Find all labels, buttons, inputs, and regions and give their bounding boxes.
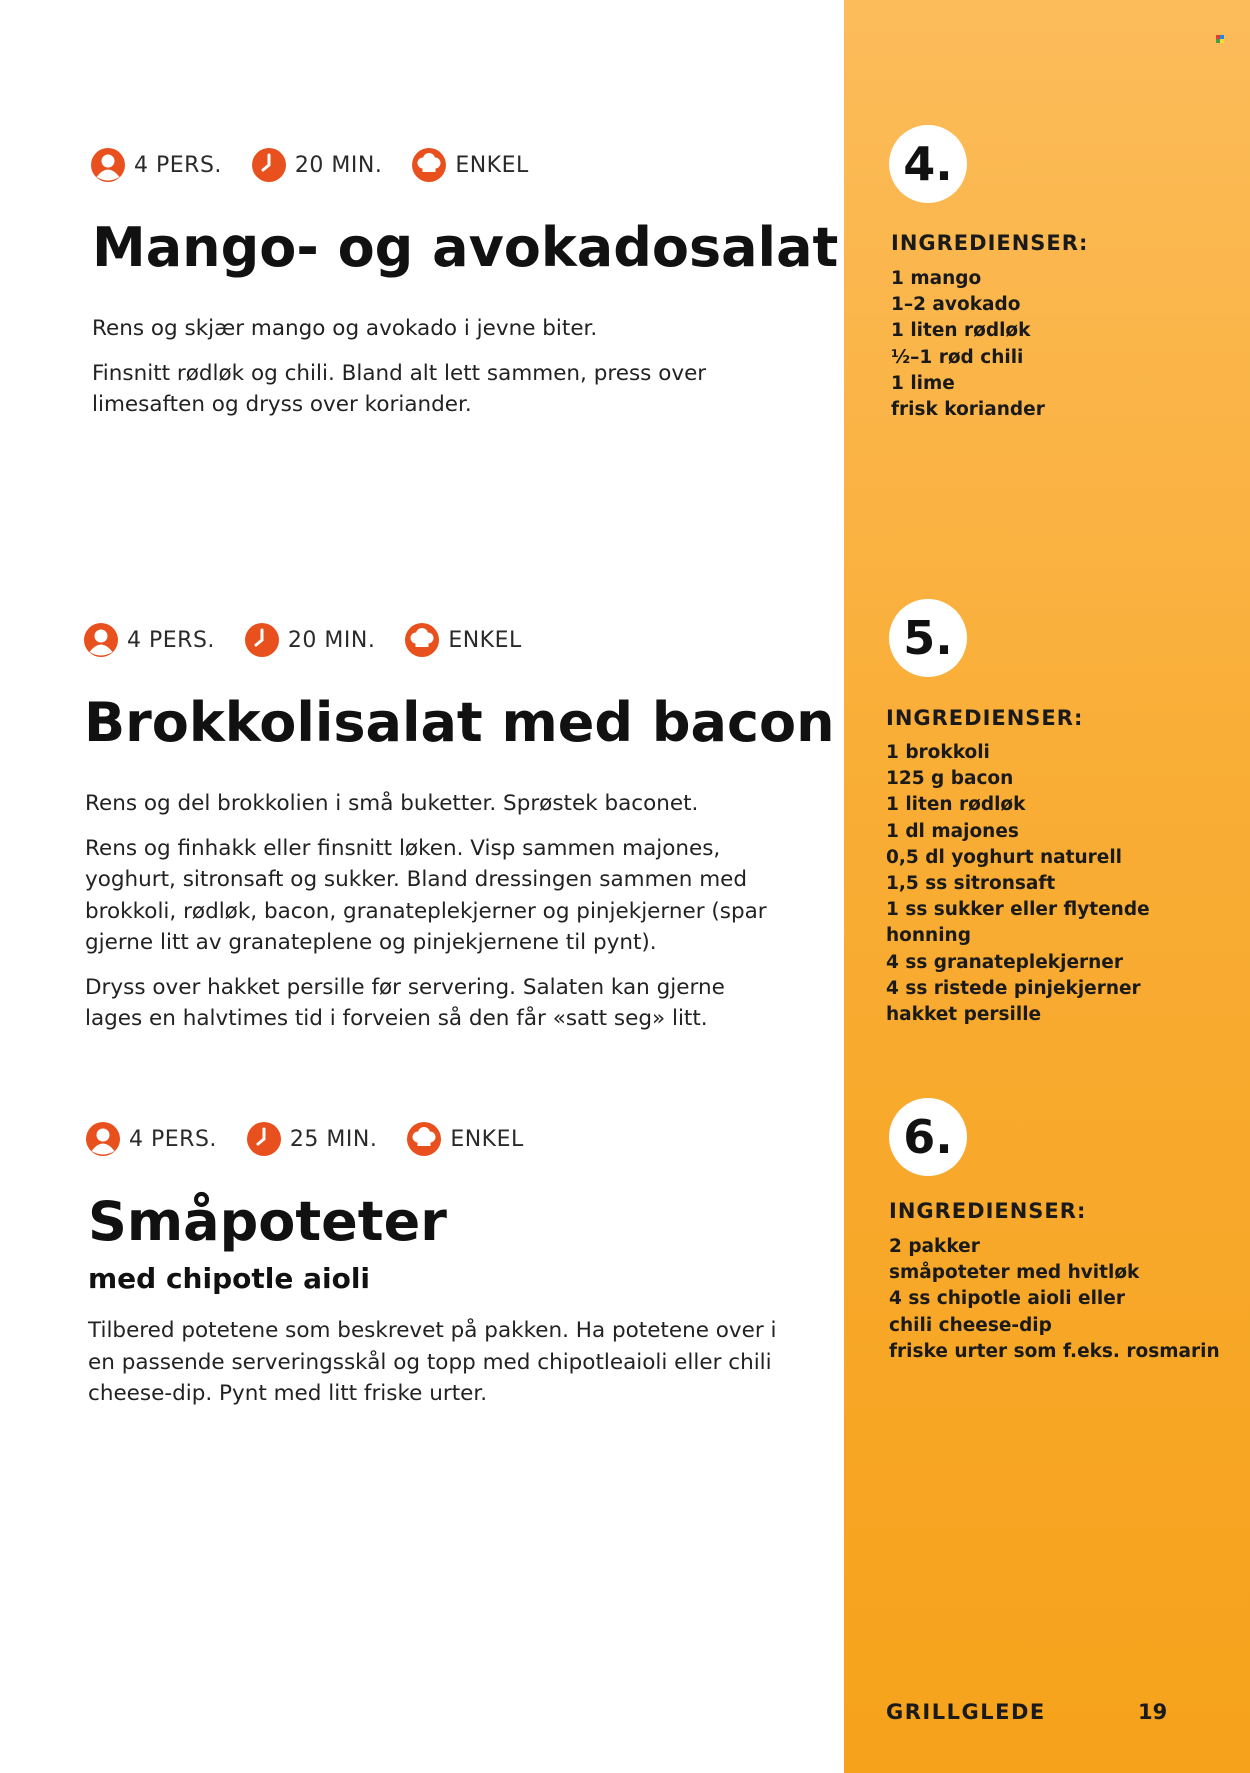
recipe-meta — [86, 1122, 554, 1156]
person-icon — [91, 148, 125, 182]
ingredient-item: 4 ss ristede pinjekjerner — [886, 977, 1141, 999]
ingredient-item: 1–2 avokado — [891, 294, 1021, 316]
ingredient-item: chili cheese-dip — [889, 1314, 1052, 1336]
ingredient-item: 1 liten rødløk — [891, 320, 1031, 342]
ingredient-item: 1 ss sukker eller flytende — [886, 899, 1150, 921]
ingredient-item: 125 g bacon — [886, 768, 1014, 790]
meta-persons — [86, 1122, 217, 1156]
recipe-title: Mango- og avokadosalat — [92, 216, 839, 279]
persons-label: 4 PERS. — [134, 152, 222, 178]
clock-icon — [247, 1122, 281, 1156]
ingredient-item: frisk koriander — [891, 399, 1045, 421]
time-label: 25 MIN. — [289, 1126, 378, 1152]
recipe-subtitle: med chipotle aioli — [88, 1262, 371, 1295]
recipe-instructions — [85, 788, 775, 1048]
ingredient-item: 1 liten rødløk — [886, 794, 1026, 816]
ingredient-item: 1 dl majones — [886, 820, 1019, 842]
meta-difficulty — [407, 1122, 523, 1156]
ingredient-item: 1 brokkoli — [886, 742, 990, 763]
ingredient-item: 0,5 dl yoghurt naturell — [886, 846, 1123, 868]
person-icon — [84, 623, 118, 657]
meta-difficulty — [405, 623, 521, 657]
clock-icon — [252, 148, 286, 182]
instruction-paragraph: Tilbered potetene som beskrevet på pakken. Ha potetene over i en passende serveringsskål og topp med chipotleaioli eller chili cheese-dip. Pynt med litt friske urter. — [88, 1318, 777, 1406]
clock-icon — [245, 623, 279, 657]
meta-time — [247, 1122, 377, 1156]
ingredients-list — [889, 1234, 1220, 1365]
difficulty-label: ENKEL — [455, 152, 529, 178]
recipe-title: Småpoteter — [88, 1190, 447, 1253]
person-icon — [86, 1122, 120, 1156]
chef-hat-icon — [405, 623, 439, 657]
page-number: 19 — [1138, 1700, 1168, 1724]
ingredient-item: ½–1 rød chili — [891, 346, 1024, 368]
ingredient-item: 1,5 ss sitronsaft — [886, 873, 1056, 895]
instruction-paragraph: Rens og del brokkolien i små buketter. Sprøstek baconet. — [85, 791, 699, 816]
meta-persons — [91, 148, 222, 182]
meta-time — [245, 623, 375, 657]
time-label: 20 MIN. — [287, 627, 376, 653]
instruction-paragraph: Dryss over hakket persille før servering. Salaten kan gjerne lages en halvtimes tid i forveien så den får «satt seg» litt. — [85, 974, 725, 1031]
recipe-number: 5. — [889, 599, 967, 677]
chef-hat-icon — [407, 1122, 441, 1156]
meta-persons — [84, 623, 215, 657]
ingredient-item: 2 pakker — [889, 1236, 980, 1257]
chef-hat-icon — [412, 148, 446, 182]
instruction-paragraph: Rens og skjær mango og avokado i jevne biter. — [92, 316, 598, 341]
recipe-title: Brokkolisalat med bacon — [84, 691, 835, 754]
difficulty-label: ENKEL — [448, 627, 522, 653]
ingredient-item: honning — [886, 925, 971, 947]
time-label: 20 MIN. — [294, 152, 383, 178]
ingredients-list — [891, 266, 1045, 423]
persons-label: 4 PERS. — [129, 1126, 217, 1152]
ingredient-item: friske urter som f.eks. rosmarin — [889, 1340, 1220, 1362]
recipe-instructions — [88, 1315, 778, 1423]
ingredients-heading: INGREDIENSER: — [891, 231, 1089, 255]
footer-title: GRILLGLEDE — [886, 1700, 1046, 1724]
recipe-number: 4. — [889, 125, 967, 203]
ingredient-item: 4 ss chipotle aioli eller — [889, 1288, 1125, 1310]
ingredient-item: småpoteter med hvitløk — [889, 1262, 1140, 1284]
meta-time — [252, 148, 382, 182]
persons-label: 4 PERS. — [127, 627, 215, 653]
ingredients-heading: INGREDIENSER: — [889, 1199, 1087, 1223]
ingredients-heading: INGREDIENSER: — [886, 706, 1084, 730]
recipe-number: 6. — [889, 1098, 967, 1176]
ingredients-list — [886, 740, 1150, 1028]
instruction-paragraph: Rens og finhakk eller finsnitt løken. Visp sammen majones, yoghurt, sitronsaft og sukker. Bland dressingen sammen med brokkoli, rødløk, bacon, granateplekjerner og pinjekjerner (spar gjerne litt av granateplene og pinjekjernene til pynt). — [85, 835, 767, 955]
ingredient-item: hakket persille — [886, 1004, 1042, 1026]
recipe-meta — [84, 623, 552, 657]
difficulty-label: ENKEL — [450, 1126, 524, 1152]
ingredient-item: 4 ss granateplekjerner — [886, 951, 1123, 973]
color-marker — [1216, 35, 1224, 43]
ingredient-item: 1 lime — [891, 372, 955, 394]
recipe-meta — [91, 148, 559, 182]
recipe-instructions — [92, 313, 782, 434]
ingredient-item: 1 mango — [891, 268, 982, 289]
meta-difficulty — [412, 148, 528, 182]
instruction-paragraph: Finsnitt rødløk og chili. Bland alt lett sammen, press over limesaften og dryss over koriander. — [92, 360, 707, 417]
